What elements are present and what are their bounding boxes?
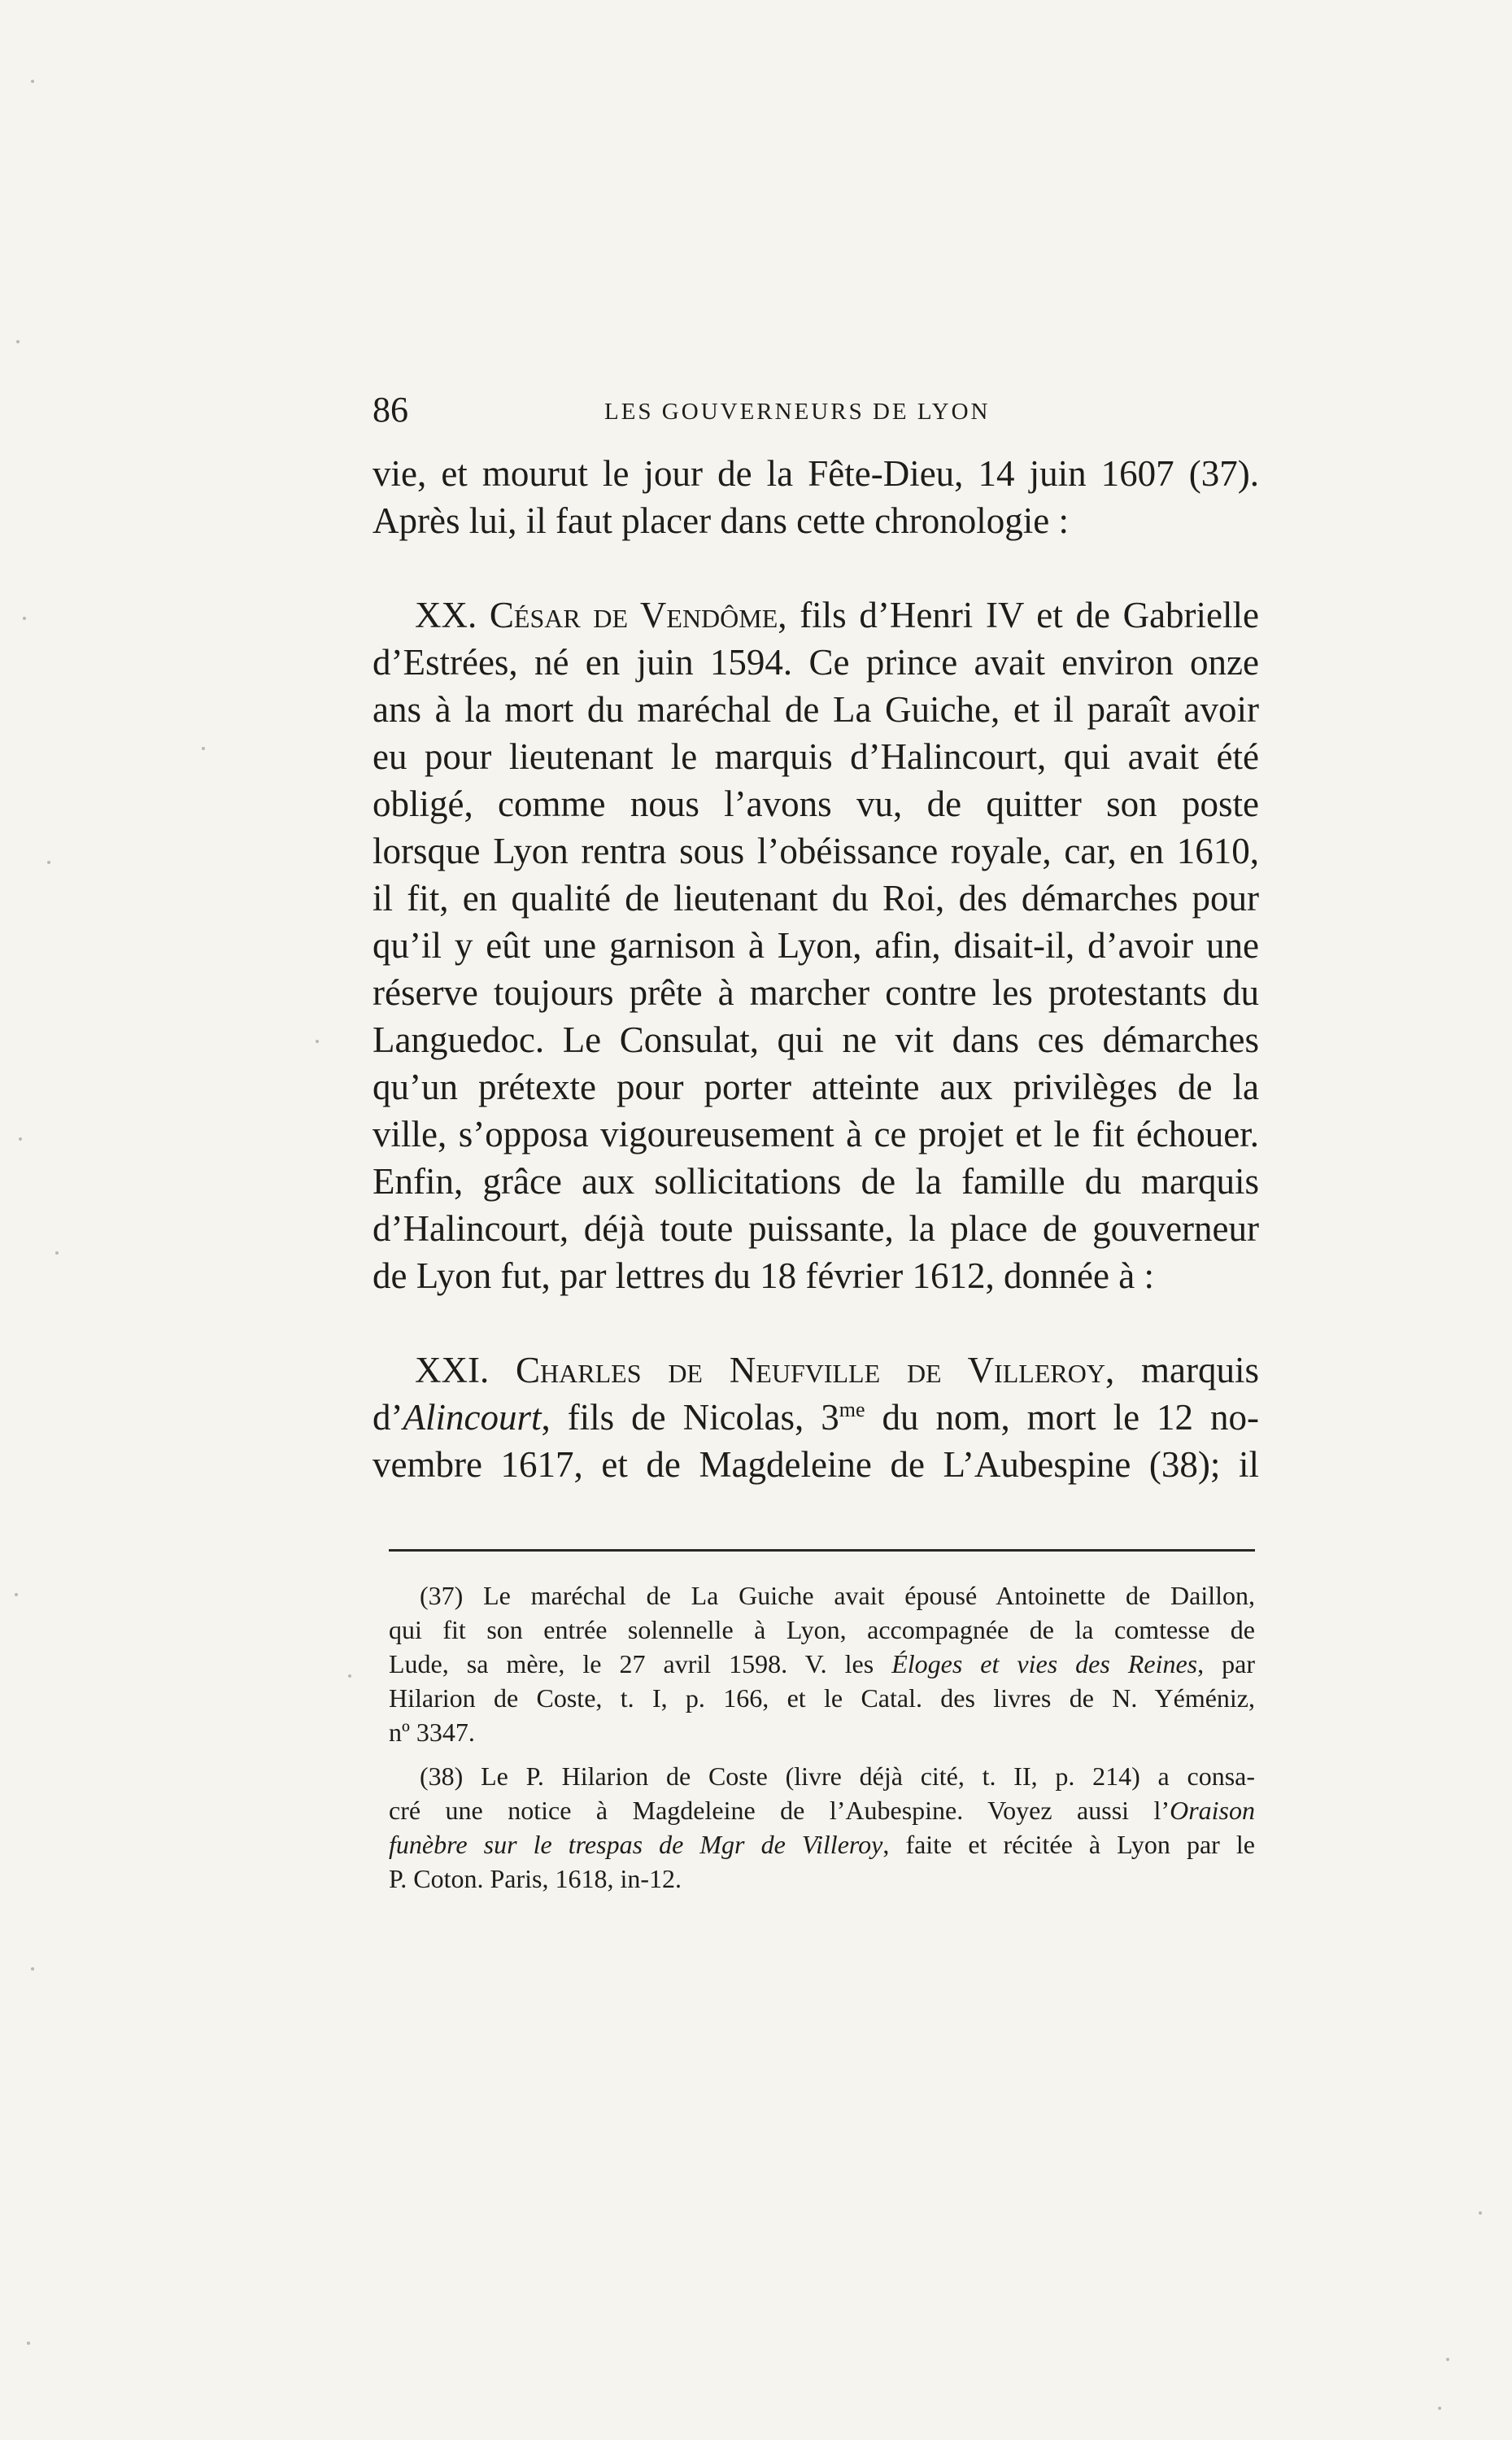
footnote-line: nº 3347. bbox=[389, 1718, 475, 1747]
footnotes bbox=[389, 1578, 1255, 1896]
text-line: ans à la mort du maréchal de La Guiche, et il paraît avoir bbox=[373, 689, 1259, 730]
entry-numeral: XX. bbox=[415, 595, 477, 635]
speck bbox=[1446, 2358, 1449, 2361]
text-line: qu’il y eût une garnison à Lyon, afin, disait-il, d’avoir une bbox=[373, 925, 1259, 966]
text-line: lorsque Lyon rentra sous l’obéissance royale, car, en 1610, bbox=[373, 831, 1259, 871]
text-run: d’ bbox=[373, 1397, 403, 1438]
speck bbox=[1438, 2407, 1441, 2410]
text-line: ville, s’opposa vigoureusement à ce projet et le fit échouer. bbox=[373, 1114, 1259, 1155]
text-line: réserve toujours prête à marcher contre les protestants du bbox=[373, 972, 1259, 1013]
entry-name: Charles de Neufville de Villeroy bbox=[516, 1350, 1105, 1390]
paragraph-gap bbox=[373, 544, 1259, 591]
footnote-37 bbox=[389, 1578, 1255, 1749]
entry-name: César de Vendôme bbox=[489, 595, 778, 635]
text-line: eu pour lieutenant le marquis d’Halincourt, qui avait été bbox=[373, 736, 1259, 777]
running-head bbox=[373, 387, 1259, 436]
footnote-line bbox=[389, 1647, 1255, 1681]
footnote-gap bbox=[389, 1749, 1255, 1759]
footnote-line: (38) Le P. Hilarion de Coste (livre déjà cité, t. II, p. 214) a consa- bbox=[420, 1761, 1255, 1791]
text-run: du nom, mort le 12 no- bbox=[865, 1397, 1259, 1438]
text-line: d’Halincourt, déjà toute puissante, la place de gouverneur bbox=[373, 1208, 1259, 1249]
italic-title: Éloges et vies des Reines bbox=[891, 1649, 1198, 1678]
speck bbox=[31, 1967, 34, 1971]
text-line bbox=[373, 1394, 1259, 1441]
entry-text: , fils d’Henri IV et de Gabrielle bbox=[778, 595, 1259, 635]
paragraph-gap bbox=[373, 1299, 1259, 1347]
text-line: obligé, comme nous l’avons vu, de quitter son poste bbox=[373, 784, 1259, 824]
text-line: qu’un prétexte pour porter atteinte aux privilèges de la bbox=[373, 1067, 1259, 1107]
superscript: me bbox=[839, 1398, 865, 1421]
text-line: vie, et mourut le jour de la Fête-Dieu, 14 juin 1607 (37). bbox=[373, 453, 1259, 494]
speck bbox=[16, 340, 20, 343]
text-line: d’Estrées, né en juin 1594. Ce prince avait environ onze bbox=[373, 642, 1259, 683]
entry-xx-heading bbox=[373, 591, 1259, 639]
text-run: , faite et récitée à Lyon par le bbox=[882, 1830, 1256, 1859]
footnote-line: qui fit son entrée solennelle à Lyon, accompagnée de la comtesse de bbox=[389, 1615, 1255, 1644]
entry-numeral: XXI. bbox=[415, 1350, 490, 1390]
running-title: LES GOUVERNEURS DE LYON bbox=[604, 399, 991, 425]
entry-xxi-heading bbox=[373, 1347, 1259, 1394]
speck bbox=[1479, 2211, 1482, 2215]
footnote-line bbox=[389, 1793, 1255, 1827]
text-line: de Lyon fut, par lettres du 18 février 1612, donnée à : bbox=[373, 1255, 1154, 1296]
speck bbox=[348, 1674, 351, 1678]
text-run: , fils de Nicolas, 3 bbox=[541, 1397, 839, 1438]
italic-title: funèbre sur le trespas de Mgr de Villeroy bbox=[389, 1830, 883, 1859]
footnote-line bbox=[389, 1827, 1255, 1862]
speck bbox=[316, 1040, 319, 1043]
text-line: Après lui, il faut placer dans cette chronologie : bbox=[373, 500, 1069, 541]
speck bbox=[19, 1137, 22, 1141]
text-line: vembre 1617, et de Magdeleine de L’Aubespine (38); il bbox=[373, 1444, 1259, 1485]
speck bbox=[55, 1251, 59, 1255]
speck bbox=[31, 80, 34, 83]
text-run: cré une notice à Magdeleine de l’Aubespine. Voyez aussi l’ bbox=[389, 1796, 1170, 1825]
italic-title: Oraison bbox=[1170, 1796, 1255, 1825]
text-line: il fit, en qualité de lieutenant du Roi, des démarches pour bbox=[373, 878, 1259, 919]
footnote-divider bbox=[389, 1549, 1255, 1552]
speck bbox=[23, 617, 26, 620]
footnote-line: (37) Le maréchal de La Guiche avait épousé Antoinette de Daillon, bbox=[420, 1581, 1255, 1610]
text-line: Languedoc. Le Consulat, qui ne vit dans ces démarches bbox=[373, 1019, 1259, 1060]
text-run: , par bbox=[1197, 1649, 1256, 1678]
page-number: 86 bbox=[373, 390, 408, 430]
text-run: Lude, sa mère, le 27 avril 1598. V. les bbox=[389, 1649, 892, 1678]
italic-title: Alincourt bbox=[403, 1397, 542, 1438]
footnote-line: Hilarion de Coste, t. I, p. 166, et le Catal. des livres de N. Yéméniz, bbox=[389, 1683, 1255, 1713]
footnote-line: P. Coton. Paris, 1618, in-12. bbox=[389, 1864, 682, 1893]
body-text bbox=[373, 450, 1259, 1488]
speck bbox=[27, 2342, 30, 2345]
entry-text: , marquis bbox=[1105, 1350, 1260, 1390]
speck bbox=[15, 1593, 18, 1596]
speck bbox=[47, 861, 50, 864]
text-line: Enfin, grâce aux sollicitations de la famille du marquis bbox=[373, 1161, 1259, 1202]
footnote-38 bbox=[389, 1759, 1255, 1896]
speck bbox=[202, 747, 205, 750]
